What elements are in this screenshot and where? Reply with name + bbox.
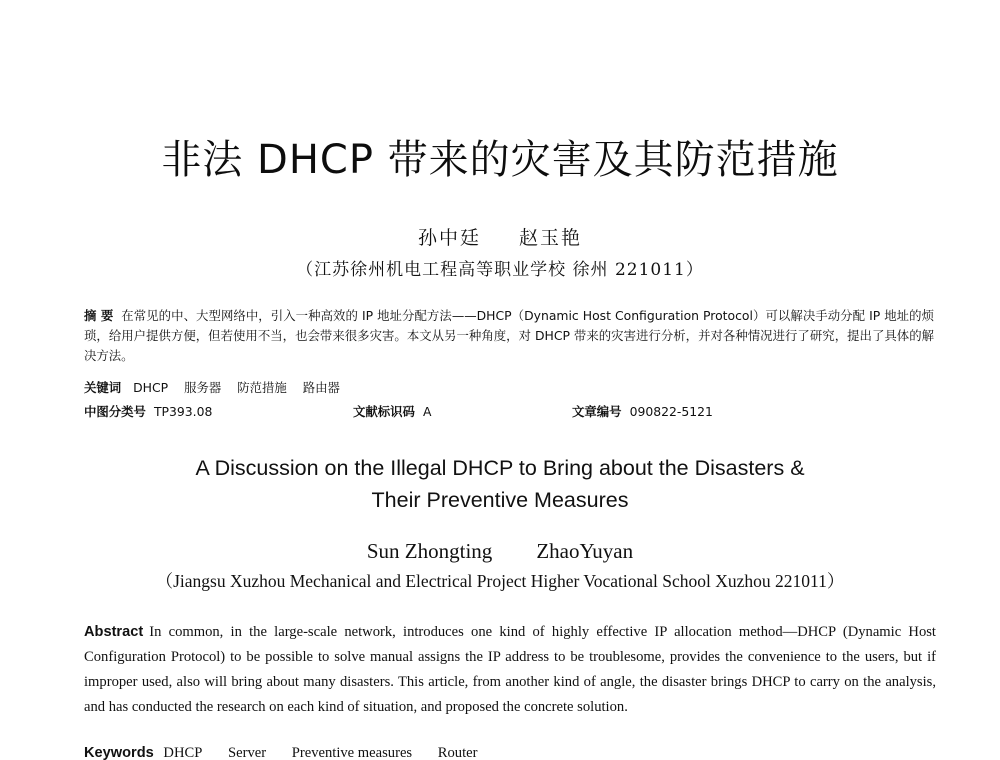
- english-title-line-1: A Discussion on the Illegal DHCP to Bring about the Disasters &: [195, 456, 805, 480]
- chinese-affiliation: （江苏徐州机电工程高等职业学校 徐州 221011）: [296, 260, 704, 280]
- chinese-abstract-label: 摘 要: [84, 308, 114, 323]
- english-keywords-label: Keywords: [84, 745, 154, 760]
- chinese-abstract: [84, 306, 934, 366]
- document-code-value: A: [422, 404, 432, 419]
- document-code: [353, 402, 431, 420]
- english-affiliation: （Jiangsu Xuzhou Mechanical and Electrical Project Higher Vocational School Xuzhou 221011）: [155, 571, 845, 591]
- english-keyword: Server: [228, 745, 267, 760]
- clc-value: TP393.08: [153, 404, 213, 419]
- article-number: [572, 402, 713, 420]
- chinese-title: 非法 DHCP 带来的灾害及其防范措施: [161, 137, 839, 183]
- english-author-2: ZhaoYuyan: [536, 539, 634, 563]
- english-abstract-text: In common, in the large-scale network, introduces one kind of highly effective IP allocation method—DHCP (Dynamic Host Configuration Protocol) to be possible to solve manual assigns the IP address to be troublesome, provides the convenience to the users, but if improper used, also will bring about many disasters. This article, from another kind of angle, the disaster brings DHCP to carry on the analysis, and has conducted the research on each kind of situation, and proposed the concrete solution.: [84, 624, 936, 715]
- english-title-line-2: Their Preventive Measures: [371, 488, 629, 512]
- article-number-label: 文章编号: [572, 404, 622, 419]
- chinese-keyword: 服务器: [184, 380, 222, 395]
- english-keywords: [84, 745, 500, 760]
- chinese-keywords-label: 关键词: [84, 380, 122, 395]
- english-abstract-label: Abstract: [84, 624, 144, 640]
- english-keyword: DHCP: [163, 745, 203, 760]
- chinese-keyword: 路由器: [302, 380, 340, 395]
- document-code-label: 文献标识码: [353, 404, 415, 419]
- english-keyword: Router: [437, 745, 478, 760]
- english-keyword: Preventive measures: [291, 745, 413, 760]
- chinese-keyword: 防范措施: [237, 380, 287, 395]
- chinese-authors: [0, 223, 1000, 250]
- english-author-1: Sun Zhongting: [366, 539, 493, 563]
- clc-label: 中图分类号: [84, 404, 146, 419]
- english-abstract: [84, 620, 936, 720]
- chinese-author-2: 赵玉艳: [519, 227, 583, 249]
- article-number-value: 090822-5121: [629, 404, 713, 419]
- chinese-author-1: 孙中廷: [417, 227, 481, 249]
- english-authors: [0, 539, 1000, 564]
- clc-number: [84, 402, 212, 420]
- chinese-keyword: DHCP: [133, 380, 169, 395]
- chinese-keywords: [84, 378, 352, 396]
- english-title: [0, 452, 1000, 516]
- chinese-abstract-text: 在常见的中、大型网络中，引入一种高效的 IP 地址分配方法——DHCP（Dynamic Host Configuration Protocol）可以解决手动分配 IP 地址的烦琐，给用户提供方便，但若使用不当，也会带来很多灾害。本文从另一种角度，对 DHCP 带来的灾害进行分析，并对各种情况进行了研究，提出了具体的解决方法。: [84, 308, 934, 363]
